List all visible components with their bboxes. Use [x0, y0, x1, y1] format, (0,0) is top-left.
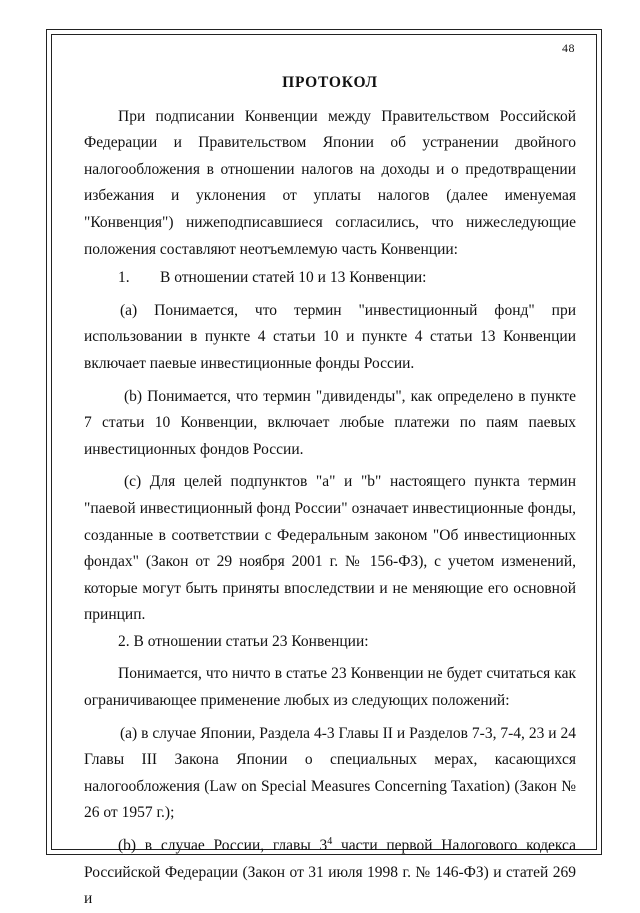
page-number: 48 [562, 41, 575, 55]
point-2-subitem-b-end: части первой Налогового кодекса Российской Федерации (Закон от 31 июля 1998 г. № 146-ФЗ) и статей 269 и [84, 837, 576, 908]
point-1-number: 1. [118, 269, 130, 287]
point-2-subitem-b [84, 833, 576, 913]
point-2-intro: Понимается, что ничто в статье 23 Конвенции не будет считаться как ограничивающее применение любых из следующих положений: [84, 665, 576, 710]
document-body [84, 70, 576, 913]
point-2-subitem-a: (a) в случае Японии, Раздела 4-3 Главы II и Разделов 7-3, 7-4, 23 и 24 Главы III Закона Японии о специальных мерах, касающихся налогообложения (Law on Special Measures Concerning Taxation) (Закон № 26 от 1957 г.); [84, 724, 576, 822]
document-title: ПРОТОКОЛ [282, 74, 378, 91]
point-2-subitem-b-start: (b) в случае России, главы 3 [118, 837, 328, 855]
point-1-heading [84, 265, 576, 292]
intro-paragraph: При подписании Конвенции между Правительством Российской Федерации и Правительством Японии об устранении двойного налогообложения в отношении налогов на доходы и о предотвращении избежания и уклонения от уплаты налогов (далее именуемая "Конвенция") нижеподписавшиеся согласились, что нижеследующие положения составляют неотъемлемую часть Конвенции: [84, 107, 576, 258]
chapter-superscript: 4 [327, 835, 333, 847]
point-1-subitem-b: (b) Понимается, что термин "дивиденды", как определено в пункте 7 статьи 10 Конвенции, включает любые платежи по паям паевых инвестиционных фондов России. [84, 387, 576, 458]
point-2-heading: 2. В отношении статьи 23 Конвенции: [118, 632, 369, 650]
point-1-subitem-c: (c) Для целей подпунктов "a" и "b" настоящего пункта термин "паевой инвестиционный фонд России" означает инвестиционные фонды, созданные в соответствии с Федеральным законом "Об инвестиционных фондах" (Закон от 29 ноября 2001 г. № 156-ФЗ), с учетом изменений, которые могут быть приняты впоследствии и не меняющие его основной принцип. [84, 473, 576, 624]
point-1-subitem-a: (a) Понимается, что термин "инвестиционный фонд" при использовании в пункте 4 статьи 10 и пункте 4 статьи 13 Конвенции включает паевые инвестиционные фонды России. [84, 301, 576, 372]
point-1-heading-text: В отношении статей 10 и 13 Конвенции: [160, 269, 427, 287]
